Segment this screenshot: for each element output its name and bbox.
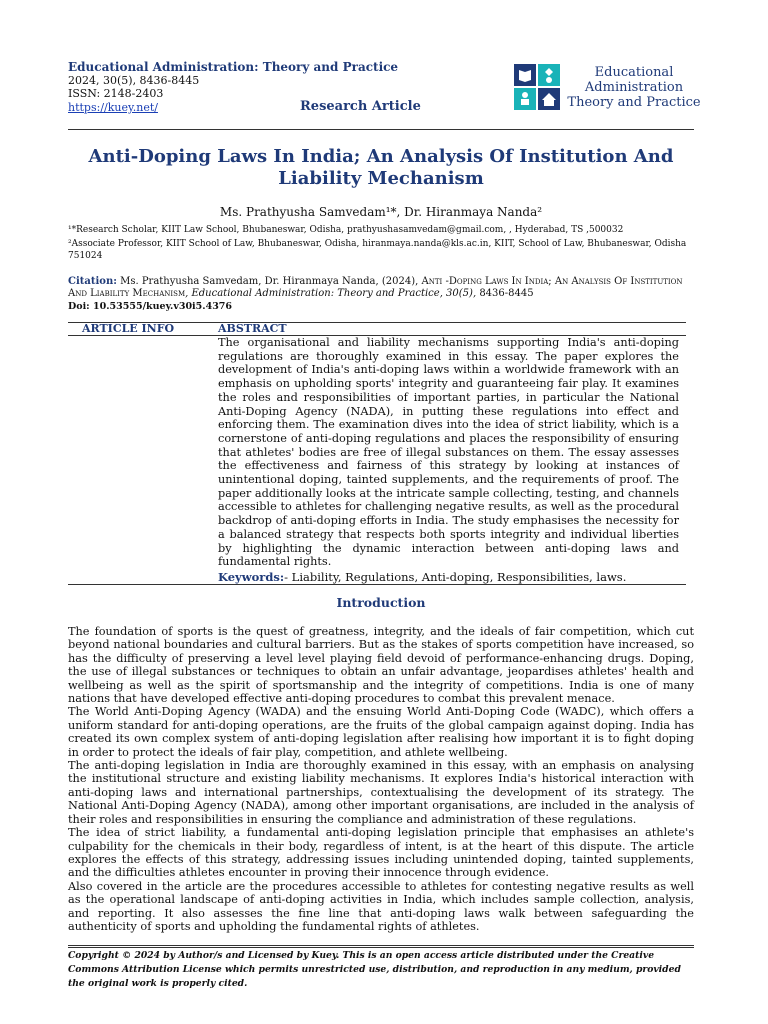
introduction-body xyxy=(68,625,694,933)
abstract-heading: ABSTRACT xyxy=(218,322,287,335)
citation-journal: , Educational Administration: Theory and Practice, 30(5), xyxy=(185,288,480,299)
body-paragraph: The foundation of sports is the quest of greatness, integrity, and the ideals of fair competition, which cut beyond national boundaries and cultural barriers. But as the stakes of sports competition have increased, so has the difficulty of preserving a level level playing field devoid of performance-enhancing drugs. Doping, the use of illegal substances or techniques to obtain an unfair advantage, jeopardises athletes' health and wellbeing as well as the spirit of sportsmanship and the integrity of competitions. India is one of many nations that have developed effective anti-doping procedures to combat this prevalent menace. xyxy=(68,625,694,706)
issn-line: ISSN: 2148-2403 xyxy=(68,87,164,100)
affiliation-1: ¹*Research Scholar, KIIT Law School, Bhubaneswar, Odisha, prathyushasamvedam@gmail.com, , Hyderabad, TS ,500032 xyxy=(68,225,624,235)
body-paragraph: The World Anti-Doping Agency (WADA) and the ensuing World Anti-Doping Code (WADC), which offers a uniform standard for anti-doping operations, are the fruits of the global campaign against doping. India has created its own complex system of anti-doping legislation after realising how important it is to fight doping in order to protect the ideals of fair play, competition, and athlete wellbeing. xyxy=(68,705,694,759)
article-title: Anti-Doping Laws In India; An Analysis Of Institution And Liability Mechanism xyxy=(88,146,674,189)
journal-url-link[interactable]: https://kuey.net/ xyxy=(68,101,158,114)
article-info-heading: ARTICLE INFO xyxy=(82,322,175,335)
abstract-text: The organisational and liability mechanisms supporting India's anti-doping regulations are thoroughly examined in this essay. The paper explores the development of India's anti-doping laws within a worldwide framework with an emphasis on upholding sports' integrity and guaranteeing fair play. It examines the roles and responsibilities of important parties, in particular the National Anti-Doping Agency (NADA), in putting these regulations into effect and enforcing them. The examination dives into the idea of strict liability, which is a cornerstone of anti-doping regulations and places the responsibility of ensuring that athletes' bodies are free of illegal substances on them. The essay assesses the effectiveness and fairness of this strategy by looking at instances of unintentional doping, tainted supplements, and the requirements of proof. The paper additionally looks at the intricate sample collecting, testing, and channels accessible to athletes for challenging negative results, as well as the procedural backdrop of anti-doping efforts in India. The study emphasises the necessity for a balanced strategy that respects both sports integrity and individual liberties by highlighting the dynamic interaction between anti-doping laws and fundamental rights. xyxy=(218,336,679,569)
logo-line-1: Educational xyxy=(594,65,674,80)
body-paragraph: The idea of strict liability, a fundamental anti-doping legislation principle that emphasises an athlete's culpability for the chemicals in their body, regardless of intent, is at the heart of this dispute. The article explores the effects of this strategy, addressing issues including unintended doping, tainted supplements, and the difficulties athletes encounter in proving their innocence through evidence. xyxy=(68,826,694,880)
author-list: Ms. Prathyusha Samvedam¹*, Dr. Hiranmaya Nanda² xyxy=(219,205,543,219)
journal-name: Educational Administration: Theory and Practice xyxy=(68,60,399,74)
citation-block xyxy=(68,276,694,300)
citation-label: Citation: xyxy=(68,276,117,287)
journal-logo xyxy=(512,62,701,114)
license-footer: Copyright © 2024 by Author/s and Licensed by Kuey. This is an open access article distributed under the Creative Commons Attribution License which permits unrestricted use, distribution, and reproduction in any medium, provided the original work is properly cited. xyxy=(68,950,681,989)
header-divider xyxy=(68,129,694,130)
introduction-heading: Introduction xyxy=(336,595,426,610)
citation-authors: Ms. Prathyusha Samvedam, Dr. Hiranmaya Nanda, (2024), xyxy=(116,276,422,287)
keywords-label: Keywords: xyxy=(218,570,285,584)
doi-line: Doi: 10.53555/kuey.v30i5.4376 xyxy=(68,301,233,312)
keywords-divider xyxy=(68,584,686,585)
citation-pages: 8436-8445 xyxy=(479,288,534,299)
logo-line-2: Administration xyxy=(584,80,684,95)
body-paragraph: The anti-doping legislation in India are thoroughly examined in this essay, with an emphasis on analysing the institutional structure and existing liability mechanisms. It explores India's historical interaction with anti-doping laws and international partnerships, contextualising the development of its strategy. The National Anti-Doping Agency (NADA), among other important organisations, are included in the analysis of their roles and responsibilities in ensuring the compliance and administration of these regulations. xyxy=(68,759,694,826)
affiliation-2: ²Associate Professor, KIIT School of Law, Bhubaneswar, Odisha, hiranmaya.nanda@kls.ac.in, KIIT, School of Law, Bhubaneswar, Odisha 751024 xyxy=(68,239,687,261)
footer-divider-second xyxy=(68,947,694,948)
journal-logo-icon xyxy=(512,62,562,112)
body-paragraph: Also covered in the article are the procedures accessible to athletes for contesting negative results as well as the operational landscape of anti-doping activities in India, which includes sample collection, analysis, and reporting. It also assesses the fine line that anti-doping laws walk between safeguarding the authenticity of sports and upholding the fundamental rights of athletes. xyxy=(68,879,694,933)
citation-title: Anti -Doping Laws In India; An Analysis Of Institution And Liability Mechanism xyxy=(68,276,683,299)
logo-line-3: Theory and Practice xyxy=(567,95,701,110)
footer-divider xyxy=(68,945,694,946)
journal-logo-text xyxy=(567,65,701,110)
keywords-line xyxy=(218,570,683,584)
volume-line: 2024, 30(5), 8436-8445 xyxy=(68,74,200,87)
keywords-text: - Liability, Regulations, Anti-doping, Responsibilities, laws. xyxy=(284,570,627,584)
article-type-label: Research Article xyxy=(300,99,421,114)
